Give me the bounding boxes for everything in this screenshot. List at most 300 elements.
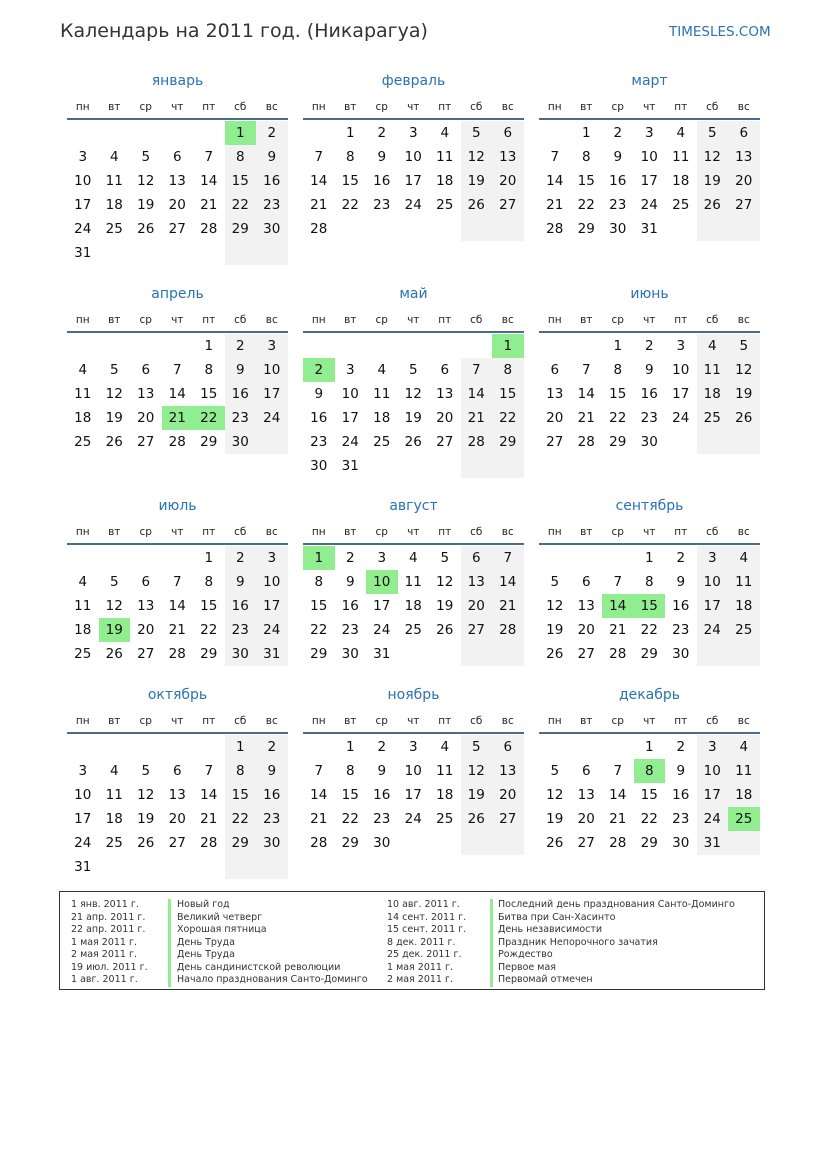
day-cell[interactable]: 4 (78, 574, 88, 590)
day-cell[interactable]: 23 (373, 197, 391, 213)
day-cell[interactable]: 27 (436, 434, 454, 450)
day-cell[interactable]: 22 (200, 622, 218, 638)
day-cell[interactable]: 17 (373, 598, 391, 614)
day-cell[interactable]: 14 (577, 386, 595, 402)
day-cell[interactable]: 10 (256, 358, 288, 382)
day-cell[interactable]: 17 (404, 173, 422, 189)
day-cell[interactable]: 19 (461, 169, 493, 193)
day-cell[interactable]: 18 (728, 594, 760, 618)
day-cell[interactable]: 27 (492, 193, 524, 217)
day-cell[interactable]: 27 (137, 434, 155, 450)
day-cell[interactable]: 4 (697, 334, 729, 358)
day-cell[interactable]: 25 (74, 434, 92, 450)
day-cell[interactable]: 30 (609, 221, 627, 237)
day-cell[interactable]: 19 (728, 382, 760, 406)
day-cell[interactable]: 18 (373, 410, 391, 426)
day-cell[interactable]: 4 (728, 546, 760, 570)
day-cell[interactable]: 1 (303, 546, 335, 570)
day-cell[interactable]: 14 (492, 570, 524, 594)
day-cell[interactable]: 22 (341, 197, 359, 213)
day-cell[interactable]: 14 (609, 787, 627, 803)
day-cell[interactable]: 15 (634, 594, 666, 618)
day-cell[interactable]: 6 (550, 362, 560, 378)
day-cell[interactable]: 29 (310, 646, 328, 662)
day-cell[interactable]: 10 (672, 362, 690, 378)
day-cell[interactable]: 25 (728, 807, 760, 831)
day-cell[interactable]: 24 (256, 618, 288, 642)
day-cell[interactable]: 26 (546, 835, 564, 851)
day-cell[interactable]: 27 (168, 835, 186, 851)
day-cell[interactable]: 13 (577, 598, 595, 614)
day-cell[interactable]: 8 (204, 362, 214, 378)
day-cell[interactable]: 24 (341, 434, 359, 450)
day-cell[interactable]: 28 (461, 430, 493, 454)
day-cell[interactable]: 12 (105, 386, 123, 402)
day-cell[interactable]: 31 (74, 245, 92, 261)
day-cell[interactable]: 4 (440, 739, 450, 755)
day-cell[interactable]: 28 (168, 646, 186, 662)
day-cell[interactable]: 18 (74, 410, 92, 426)
day-cell[interactable]: 5 (141, 763, 151, 779)
day-cell[interactable]: 23 (310, 434, 328, 450)
day-cell[interactable]: 13 (728, 145, 760, 169)
day-cell[interactable]: 19 (546, 622, 564, 638)
day-cell[interactable]: 29 (341, 835, 359, 851)
day-cell[interactable]: 25 (105, 835, 123, 851)
day-cell[interactable]: 23 (640, 410, 658, 426)
day-cell[interactable]: 20 (436, 410, 454, 426)
day-cell[interactable]: 29 (609, 434, 627, 450)
day-cell[interactable]: 8 (581, 149, 591, 165)
day-cell[interactable]: 18 (404, 598, 422, 614)
day-cell[interactable]: 28 (577, 434, 595, 450)
day-cell[interactable]: 12 (404, 386, 422, 402)
day-cell[interactable]: 9 (225, 570, 257, 594)
day-cell[interactable]: 5 (461, 121, 493, 145)
day-cell[interactable]: 3 (256, 334, 288, 358)
day-cell[interactable]: 7 (204, 149, 214, 165)
day-cell[interactable]: 8 (345, 763, 355, 779)
day-cell[interactable]: 5 (697, 121, 729, 145)
day-cell[interactable]: 13 (546, 386, 564, 402)
day-cell[interactable]: 2 (256, 735, 288, 759)
day-cell[interactable]: 9 (345, 574, 355, 590)
day-cell[interactable]: 31 (640, 221, 658, 237)
day-cell[interactable]: 29 (577, 221, 595, 237)
day-cell[interactable]: 1 (644, 739, 654, 755)
day-cell[interactable]: 30 (672, 646, 690, 662)
day-cell[interactable]: 29 (200, 646, 218, 662)
day-cell[interactable]: 16 (609, 173, 627, 189)
day-cell[interactable]: 26 (728, 406, 760, 430)
day-cell[interactable]: 24 (404, 197, 422, 213)
day-cell[interactable]: 30 (310, 458, 328, 474)
day-cell[interactable]: 19 (105, 410, 123, 426)
day-cell[interactable]: 16 (225, 382, 257, 406)
day-cell[interactable]: 1 (492, 334, 524, 358)
day-cell[interactable]: 20 (546, 410, 564, 426)
day-cell[interactable]: 2 (377, 739, 387, 755)
day-cell[interactable]: 29 (492, 430, 524, 454)
day-cell[interactable]: 24 (74, 221, 92, 237)
day-cell[interactable]: 18 (436, 173, 454, 189)
day-cell[interactable]: 20 (577, 811, 595, 827)
day-cell[interactable]: 16 (225, 594, 257, 618)
day-cell[interactable]: 7 (314, 149, 324, 165)
day-cell[interactable]: 20 (728, 169, 760, 193)
day-cell[interactable]: 9 (676, 574, 686, 590)
day-cell[interactable]: 16 (341, 598, 359, 614)
day-cell[interactable]: 29 (640, 646, 658, 662)
day-cell[interactable]: 11 (404, 574, 422, 590)
day-cell[interactable]: 18 (728, 783, 760, 807)
day-cell[interactable]: 20 (492, 169, 524, 193)
day-cell[interactable]: 21 (200, 197, 218, 213)
day-cell[interactable]: 3 (78, 149, 88, 165)
day-cell[interactable]: 17 (341, 410, 359, 426)
day-cell[interactable]: 22 (310, 622, 328, 638)
day-cell[interactable]: 11 (74, 598, 92, 614)
day-cell[interactable]: 5 (109, 574, 119, 590)
day-cell[interactable]: 22 (341, 811, 359, 827)
day-cell[interactable]: 27 (728, 193, 760, 217)
day-cell[interactable]: 2 (225, 334, 257, 358)
day-cell[interactable]: 8 (634, 759, 666, 783)
day-cell[interactable]: 14 (310, 787, 328, 803)
day-cell[interactable]: 23 (256, 193, 288, 217)
day-cell[interactable]: 19 (137, 197, 155, 213)
day-cell[interactable]: 17 (640, 173, 658, 189)
day-cell[interactable]: 31 (256, 642, 288, 666)
day-cell[interactable]: 26 (404, 434, 422, 450)
day-cell[interactable]: 7 (492, 546, 524, 570)
day-cell[interactable]: 4 (109, 763, 119, 779)
day-cell[interactable]: 13 (137, 598, 155, 614)
day-cell[interactable]: 7 (613, 763, 623, 779)
day-cell[interactable]: 22 (577, 197, 595, 213)
day-cell[interactable]: 3 (644, 125, 654, 141)
day-cell[interactable]: 3 (408, 125, 418, 141)
day-cell[interactable]: 2 (345, 550, 355, 566)
day-cell[interactable]: 24 (697, 618, 729, 642)
day-cell[interactable]: 5 (550, 574, 560, 590)
day-cell[interactable]: 23 (341, 622, 359, 638)
day-cell[interactable]: 17 (672, 386, 690, 402)
day-cell[interactable]: 5 (141, 149, 151, 165)
day-cell[interactable]: 3 (697, 546, 729, 570)
day-cell[interactable]: 4 (109, 149, 119, 165)
day-cell[interactable]: 21 (461, 406, 493, 430)
day-cell[interactable]: 10 (74, 787, 92, 803)
day-cell[interactable]: 26 (461, 193, 493, 217)
day-cell[interactable]: 23 (609, 197, 627, 213)
day-cell[interactable]: 6 (172, 149, 182, 165)
day-cell[interactable]: 13 (137, 386, 155, 402)
day-cell[interactable]: 29 (200, 434, 218, 450)
day-cell[interactable]: 1 (613, 338, 623, 354)
day-cell[interactable]: 21 (609, 811, 627, 827)
day-cell[interactable]: 16 (672, 598, 690, 614)
day-cell[interactable]: 8 (644, 574, 654, 590)
day-cell[interactable]: 19 (697, 169, 729, 193)
day-cell[interactable]: 23 (256, 807, 288, 831)
day-cell[interactable]: 22 (225, 193, 257, 217)
day-cell[interactable]: 28 (200, 835, 218, 851)
day-cell[interactable]: 7 (613, 574, 623, 590)
day-cell[interactable]: 12 (461, 145, 493, 169)
day-cell[interactable]: 28 (609, 646, 627, 662)
day-cell[interactable]: 20 (492, 783, 524, 807)
day-cell[interactable]: 4 (78, 362, 88, 378)
day-cell[interactable]: 30 (373, 835, 391, 851)
day-cell[interactable]: 12 (461, 759, 493, 783)
day-cell[interactable]: 16 (373, 173, 391, 189)
day-cell[interactable]: 13 (492, 145, 524, 169)
day-cell[interactable]: 8 (314, 574, 324, 590)
day-cell[interactable]: 1 (225, 735, 257, 759)
day-cell[interactable]: 1 (581, 125, 591, 141)
day-cell[interactable]: 6 (581, 763, 591, 779)
day-cell[interactable]: 13 (492, 759, 524, 783)
day-cell[interactable]: 19 (404, 410, 422, 426)
day-cell[interactable]: 18 (436, 787, 454, 803)
day-cell[interactable]: 23 (672, 811, 690, 827)
day-cell[interactable]: 26 (137, 835, 155, 851)
day-cell[interactable]: 27 (492, 807, 524, 831)
day-cell[interactable]: 21 (546, 197, 564, 213)
day-cell[interactable]: 25 (74, 646, 92, 662)
day-cell[interactable]: 11 (74, 386, 92, 402)
day-cell[interactable]: 10 (74, 173, 92, 189)
day-cell[interactable]: 5 (109, 362, 119, 378)
day-cell[interactable]: 2 (676, 550, 686, 566)
day-cell[interactable]: 14 (602, 594, 634, 618)
site-link[interactable]: TIMESLES.COM (669, 24, 771, 40)
day-cell[interactable]: 8 (204, 574, 214, 590)
day-cell[interactable]: 15 (640, 787, 658, 803)
day-cell[interactable]: 21 (168, 622, 186, 638)
day-cell[interactable]: 17 (697, 594, 729, 618)
day-cell[interactable]: 22 (193, 406, 225, 430)
day-cell[interactable]: 14 (461, 382, 493, 406)
day-cell[interactable]: 24 (672, 410, 690, 426)
day-cell[interactable]: 8 (613, 362, 623, 378)
day-cell[interactable]: 3 (676, 338, 686, 354)
day-cell[interactable]: 26 (105, 434, 123, 450)
day-cell[interactable]: 25 (373, 434, 391, 450)
day-cell[interactable]: 28 (609, 835, 627, 851)
day-cell[interactable]: 8 (225, 145, 257, 169)
day-cell[interactable]: 15 (200, 386, 218, 402)
day-cell[interactable]: 11 (697, 358, 729, 382)
day-cell[interactable]: 6 (581, 574, 591, 590)
day-cell[interactable]: 19 (99, 618, 131, 642)
day-cell[interactable]: 11 (436, 149, 454, 165)
day-cell[interactable]: 24 (256, 406, 288, 430)
day-cell[interactable]: 11 (728, 759, 760, 783)
day-cell[interactable]: 21 (200, 811, 218, 827)
day-cell[interactable]: 21 (577, 410, 595, 426)
day-cell[interactable]: 2 (676, 739, 686, 755)
day-cell[interactable]: 11 (105, 173, 123, 189)
day-cell[interactable]: 26 (105, 646, 123, 662)
day-cell[interactable]: 5 (408, 362, 418, 378)
day-cell[interactable]: 12 (728, 358, 760, 382)
day-cell[interactable]: 11 (373, 386, 391, 402)
day-cell[interactable]: 10 (256, 570, 288, 594)
day-cell[interactable]: 16 (310, 410, 328, 426)
day-cell[interactable]: 2 (256, 121, 288, 145)
day-cell[interactable]: 28 (546, 221, 564, 237)
day-cell[interactable]: 2 (225, 546, 257, 570)
day-cell[interactable]: 10 (640, 149, 658, 165)
day-cell[interactable]: 30 (640, 434, 658, 450)
day-cell[interactable]: 15 (225, 783, 257, 807)
day-cell[interactable]: 9 (256, 145, 288, 169)
day-cell[interactable]: 6 (492, 735, 524, 759)
day-cell[interactable]: 28 (492, 618, 524, 642)
day-cell[interactable]: 13 (168, 787, 186, 803)
day-cell[interactable]: 10 (697, 570, 729, 594)
day-cell[interactable]: 21 (609, 622, 627, 638)
day-cell[interactable]: 21 (310, 811, 328, 827)
day-cell[interactable]: 26 (546, 646, 564, 662)
day-cell[interactable]: 25 (105, 221, 123, 237)
day-cell[interactable]: 21 (492, 594, 524, 618)
day-cell[interactable]: 1 (345, 739, 355, 755)
day-cell[interactable]: 6 (728, 121, 760, 145)
day-cell[interactable]: 24 (404, 811, 422, 827)
day-cell[interactable]: 28 (310, 221, 328, 237)
day-cell[interactable]: 8 (345, 149, 355, 165)
day-cell[interactable]: 11 (436, 763, 454, 779)
day-cell[interactable]: 31 (697, 831, 729, 855)
day-cell[interactable]: 9 (676, 763, 686, 779)
day-cell[interactable]: 27 (137, 646, 155, 662)
day-cell[interactable]: 12 (546, 787, 564, 803)
day-cell[interactable]: 14 (168, 386, 186, 402)
day-cell[interactable]: 26 (137, 221, 155, 237)
day-cell[interactable]: 30 (225, 430, 257, 454)
day-cell[interactable]: 20 (461, 594, 493, 618)
day-cell[interactable]: 14 (546, 173, 564, 189)
day-cell[interactable]: 30 (225, 642, 257, 666)
day-cell[interactable]: 31 (373, 646, 391, 662)
day-cell[interactable]: 12 (546, 598, 564, 614)
day-cell[interactable]: 26 (697, 193, 729, 217)
day-cell[interactable]: 23 (225, 618, 257, 642)
day-cell[interactable]: 9 (314, 386, 324, 402)
day-cell[interactable]: 14 (200, 787, 218, 803)
day-cell[interactable]: 13 (577, 787, 595, 803)
day-cell[interactable]: 25 (404, 622, 422, 638)
day-cell[interactable]: 15 (609, 386, 627, 402)
day-cell[interactable]: 19 (461, 783, 493, 807)
day-cell[interactable]: 4 (440, 125, 450, 141)
day-cell[interactable]: 6 (440, 362, 450, 378)
day-cell[interactable]: 9 (613, 149, 623, 165)
day-cell[interactable]: 11 (105, 787, 123, 803)
day-cell[interactable]: 2 (377, 125, 387, 141)
day-cell[interactable]: 7 (581, 362, 591, 378)
day-cell[interactable]: 21 (310, 197, 328, 213)
day-cell[interactable]: 24 (373, 622, 391, 638)
day-cell[interactable]: 1 (204, 550, 214, 566)
day-cell[interactable]: 23 (373, 811, 391, 827)
day-cell[interactable]: 28 (310, 835, 328, 851)
day-cell[interactable]: 6 (141, 574, 151, 590)
day-cell[interactable]: 23 (225, 406, 257, 430)
day-cell[interactable]: 10 (404, 149, 422, 165)
day-cell[interactable]: 13 (168, 173, 186, 189)
day-cell[interactable]: 17 (74, 197, 92, 213)
day-cell[interactable]: 25 (436, 811, 454, 827)
day-cell[interactable]: 1 (225, 121, 257, 145)
day-cell[interactable]: 22 (225, 807, 257, 831)
day-cell[interactable]: 20 (137, 622, 155, 638)
day-cell[interactable]: 8 (225, 759, 257, 783)
day-cell[interactable]: 5 (550, 763, 560, 779)
day-cell[interactable]: 20 (577, 622, 595, 638)
day-cell[interactable]: 24 (74, 835, 92, 851)
day-cell[interactable]: 25 (697, 406, 729, 430)
day-cell[interactable]: 17 (404, 787, 422, 803)
day-cell[interactable]: 17 (256, 382, 288, 406)
day-cell[interactable]: 28 (168, 434, 186, 450)
day-cell[interactable]: 15 (577, 173, 595, 189)
day-cell[interactable]: 16 (373, 787, 391, 803)
day-cell[interactable]: 18 (105, 811, 123, 827)
day-cell[interactable]: 30 (341, 646, 359, 662)
day-cell[interactable]: 22 (640, 811, 658, 827)
day-cell[interactable]: 7 (172, 574, 182, 590)
day-cell[interactable]: 26 (461, 807, 493, 831)
day-cell[interactable]: 8 (492, 358, 524, 382)
day-cell[interactable]: 18 (672, 173, 690, 189)
day-cell[interactable]: 2 (303, 358, 335, 382)
day-cell[interactable]: 21 (162, 406, 194, 430)
day-cell[interactable]: 15 (310, 598, 328, 614)
day-cell[interactable]: 17 (256, 594, 288, 618)
day-cell[interactable]: 18 (105, 197, 123, 213)
day-cell[interactable]: 13 (461, 570, 493, 594)
day-cell[interactable]: 5 (728, 334, 760, 358)
day-cell[interactable]: 4 (408, 550, 418, 566)
day-cell[interactable]: 9 (377, 763, 387, 779)
day-cell[interactable]: 4 (728, 735, 760, 759)
day-cell[interactable]: 26 (436, 622, 454, 638)
day-cell[interactable]: 6 (172, 763, 182, 779)
day-cell[interactable]: 9 (644, 362, 654, 378)
day-cell[interactable]: 27 (461, 618, 493, 642)
day-cell[interactable]: 3 (408, 739, 418, 755)
day-cell[interactable]: 29 (225, 217, 257, 241)
day-cell[interactable]: 3 (256, 546, 288, 570)
day-cell[interactable]: 31 (341, 458, 359, 474)
day-cell[interactable]: 17 (697, 783, 729, 807)
day-cell[interactable]: 16 (256, 783, 288, 807)
day-cell[interactable]: 31 (74, 859, 92, 875)
day-cell[interactable]: 29 (640, 835, 658, 851)
day-cell[interactable]: 10 (697, 759, 729, 783)
day-cell[interactable]: 14 (310, 173, 328, 189)
day-cell[interactable]: 19 (137, 811, 155, 827)
day-cell[interactable]: 7 (204, 763, 214, 779)
day-cell[interactable]: 1 (644, 550, 654, 566)
day-cell[interactable]: 12 (137, 173, 155, 189)
day-cell[interactable]: 12 (436, 574, 454, 590)
day-cell[interactable]: 20 (168, 811, 186, 827)
